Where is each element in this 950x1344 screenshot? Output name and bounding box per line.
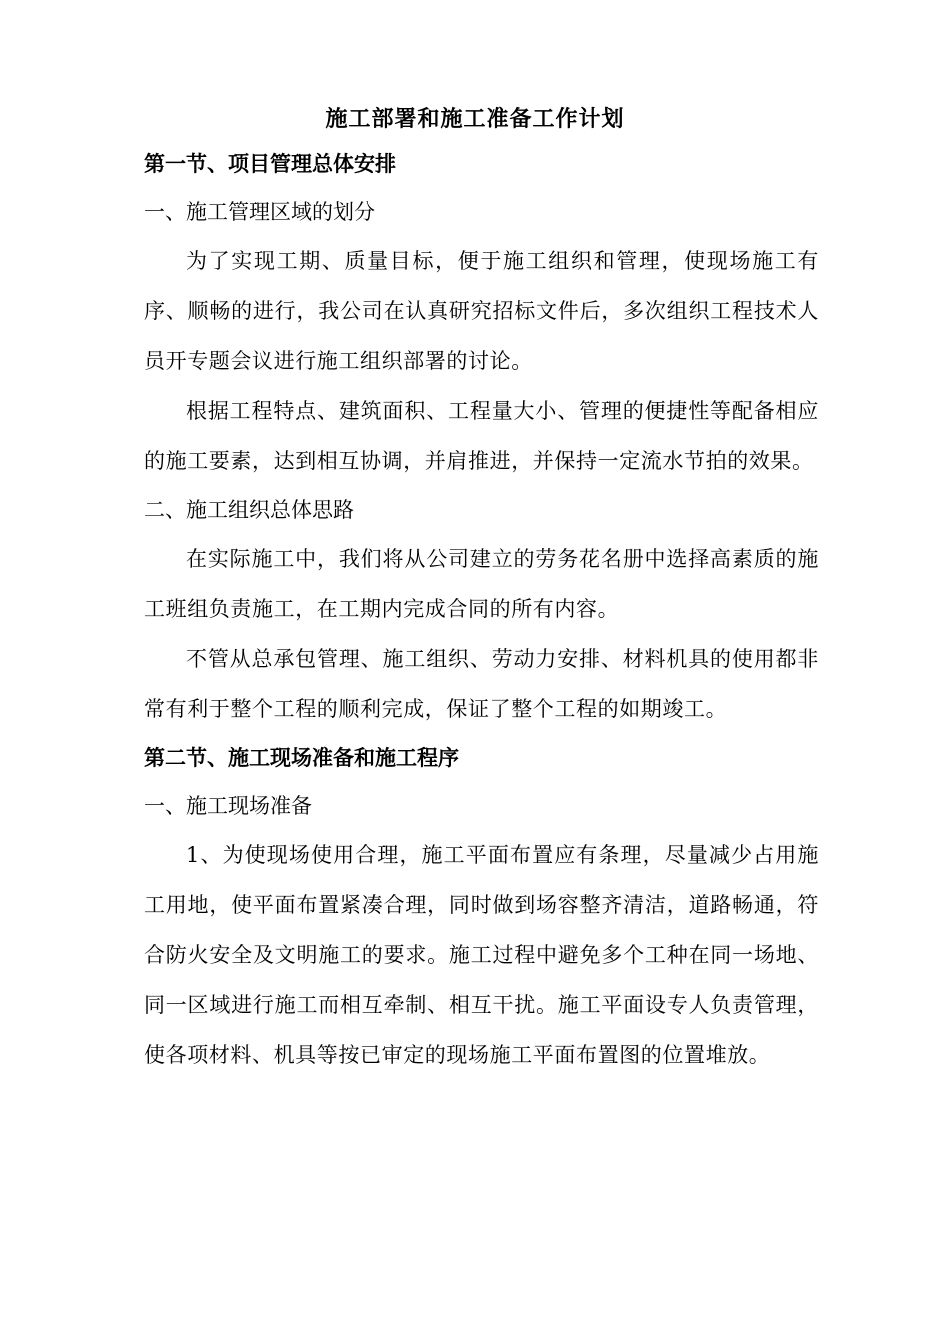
document-body — [144, 140, 819, 1080]
section-heading-2: 第二节、施工现场准备和施工程序 — [144, 745, 459, 770]
paragraph: 不管从总承包管理、施工组织、劳动力安排、材料机具的使用都非常有利于整个工程的顺利完成，保证了整个工程的如期竣工。 — [144, 647, 819, 721]
paragraph: 1、为使现场使用合理，施工平面布置应有条理，尽量减少占用施工用地，使平面布置紧凑合理，同时做到场容整齐清洁，道路畅通，符合防火安全及文明施工的要求。施工过程中避免多个工种在同一场地、同一区域进行施工而相互牵制、相互干扰。施工平面设专人负责管理，使各项材料、机具等按已审定的现场施工平面布置图的位置堆放。 — [144, 843, 819, 1067]
subsection-heading-1-1: 一、施工管理区域的划分 — [144, 200, 375, 224]
document-title: 施工部署和施工准备工作计划 — [325, 106, 625, 132]
subsection-heading-1-2: 二、施工组织总体思路 — [144, 498, 354, 522]
section-heading-1: 第一节、项目管理总体安排 — [144, 151, 396, 176]
paragraph: 根据工程特点、建筑面积、工程量大小、管理的便捷性等配备相应的施工要素，达到相互协调，并肩推进，并保持一定流水节拍的效果。 — [144, 399, 819, 473]
subsection-heading-2-1: 一、施工现场准备 — [144, 794, 312, 818]
paragraph: 为了实现工期、质量目标，便于施工组织和管理，使现场施工有序、顺畅的进行，我公司在认真研究招标文件后，多次组织工程技术人员开专题会议进行施工组织部署的讨论。 — [144, 249, 819, 373]
paragraph: 在实际施工中，我们将从公司建立的劳务花名册中选择高素质的施工班组负责施工，在工期内完成合同的所有内容。 — [144, 547, 819, 621]
